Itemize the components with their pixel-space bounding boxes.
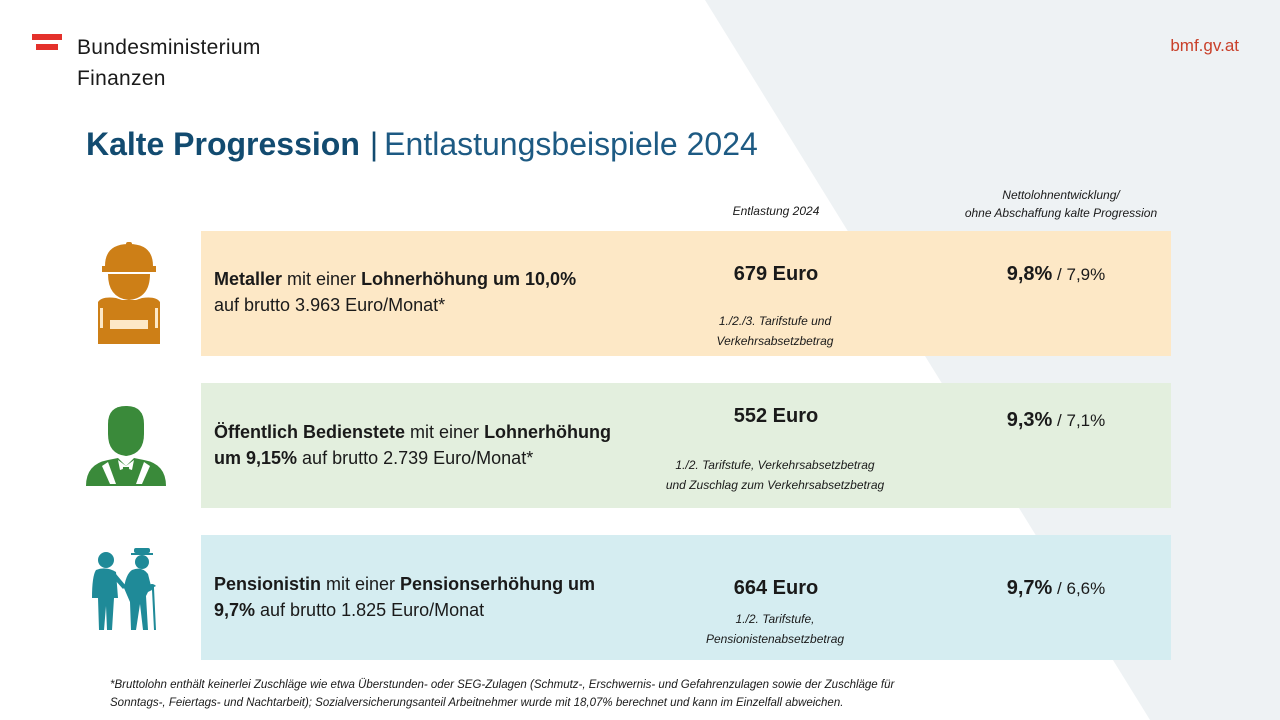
- row-description: Pensionistin mit einer Pensionserhöhung um 9,7% auf brutto 1.825 Euro/Monat: [214, 574, 596, 620]
- austria-flag-icon: [32, 34, 62, 54]
- column-header-relief: Entlastung 2024: [732, 204, 820, 218]
- logo-line-2: Finanzen: [77, 67, 166, 90]
- title-bold: Kalte Progression: [86, 126, 360, 162]
- logo-line-1: Bundesministerium: [77, 36, 261, 59]
- page-title: [86, 126, 758, 163]
- example-row-metaller: [201, 231, 1171, 356]
- civil-servant-icon: [84, 404, 168, 488]
- column-header-net: [916, 186, 1206, 222]
- site-link[interactable]: bmf.gv.at: [1170, 36, 1239, 55]
- relief-amount: 664 Euro: [733, 577, 819, 599]
- footnote-line-1: *Bruttolohn enthält keinerlei Zuschläge wie etwa Überstunden- oder SEG-Zulagen (Schmutz-, Erschwernis- und Gefahrenzulagen sowie der Zuschläge für: [110, 679, 895, 691]
- column-header-net-line2: ohne Abschaffung kalte Progression: [964, 206, 1158, 220]
- title-separator: |: [369, 126, 379, 162]
- row-description: Öffentlich Bedienstete mit einer Lohnerhöhung um 9,15% auf brutto 2.739 Euro/Monat*: [214, 422, 612, 468]
- column-header-net-line1: Nettolohnentwicklung/: [1002, 188, 1120, 202]
- relief-note: 1./2. Tarifstufe, Pensionistenabsetzbetrag: [705, 612, 845, 646]
- example-row-pensioner: [201, 535, 1171, 660]
- relief-amount: 552 Euro: [733, 405, 819, 427]
- example-row-civil-servants: [201, 383, 1171, 508]
- relief-amount: 679 Euro: [733, 263, 819, 285]
- net-wage-percentage: 9,8% / 7,9%: [1006, 263, 1106, 285]
- pensioners-icon: [88, 546, 160, 632]
- net-wage-percentage: 9,3% / 7,1%: [1006, 409, 1106, 431]
- footnote-line-2: Sonntags-, Feiertags- und Nachtarbeit); Sozialversicherungsanteil Arbeitnehmer wurde mit 18,07% berechnet und kann im Einzelfall abweichen.: [110, 697, 844, 709]
- worker-icon: [96, 240, 162, 346]
- relief-note: 1./2. Tarifstufe, Verkehrsabsetzbetrag und Zuschlag zum Verkehrsabsetzbetrag: [665, 458, 885, 492]
- relief-note: 1./2./3. Tarifstufe und Verkehrsabsetzbetrag: [716, 314, 834, 348]
- title-rest: Entlastungsbeispiele 2024: [384, 126, 758, 162]
- row-description: Metaller mit einer Lohnerhöhung um 10,0% auf brutto 3.963 Euro/Monat*: [214, 269, 577, 315]
- net-wage-percentage: 9,7% / 6,6%: [1006, 577, 1106, 599]
- footnote: [110, 676, 1010, 712]
